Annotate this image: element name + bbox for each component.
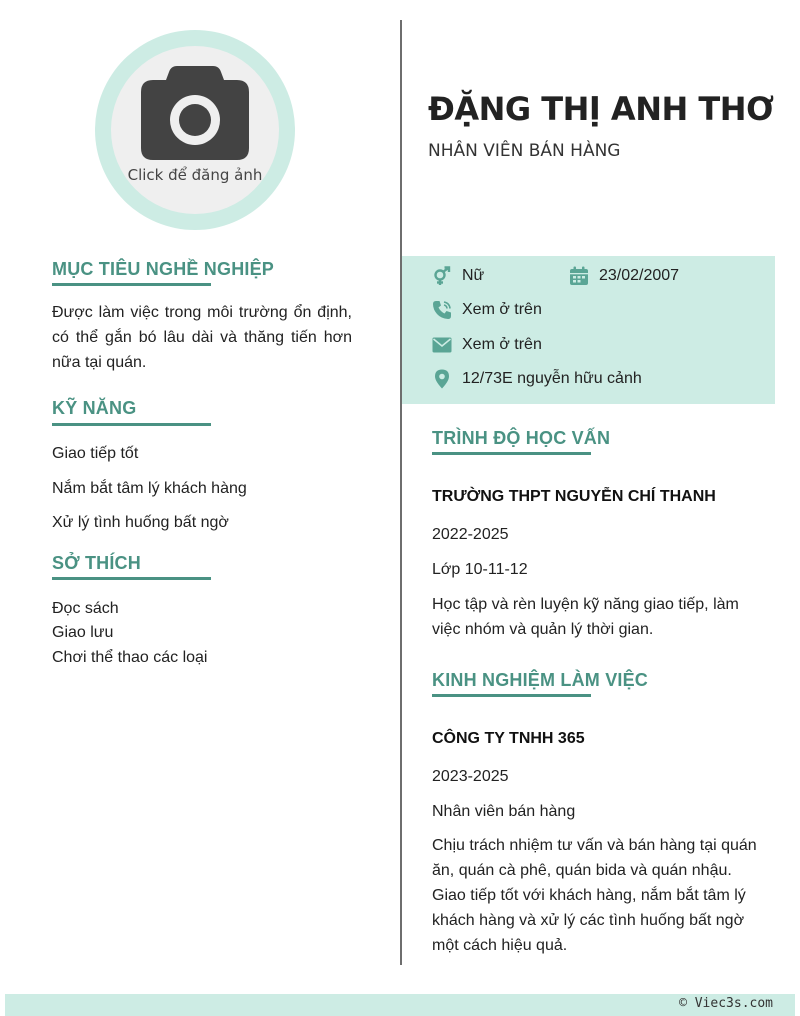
footer-bar — [5, 994, 795, 1016]
hobby-item: Đọc sách — [52, 600, 119, 617]
experience-role: Nhân viên bán hàng — [432, 803, 576, 820]
contact-address — [432, 369, 642, 389]
experience-title: KINH NGHIỆM LÀM VIỆC — [432, 670, 649, 690]
company-name: CÔNG TY TNHH 365 — [432, 730, 585, 747]
calendar-icon — [569, 266, 589, 286]
skills-title: KỸ NĂNG — [52, 398, 137, 418]
education-underline — [432, 452, 591, 455]
email-icon — [432, 335, 452, 355]
school-name: TRƯỜNG THPT NGUYỄN CHÍ THANH — [432, 488, 716, 505]
column-divider — [400, 20, 402, 965]
email-value[interactable]: Xem ở trên — [462, 336, 542, 353]
skill-item: Giao tiếp tốt — [52, 445, 139, 462]
skills-underline — [52, 423, 211, 426]
candidate-name: ĐẶNG THỊ ANH THƠ — [428, 90, 774, 128]
location-icon — [432, 369, 452, 389]
skill-item: Nắm bắt tâm lý khách hàng — [52, 480, 247, 497]
experience-description: Chịu trách nhiệm tư vấn và bán hàng tại quán ăn, quán cà phê, quán bida và quán nhậu. Giao tiếp tốt với khách hàng, nắm bắt tâm lý khách hàng và xử lý các tình huống bất ngờ một cách hiệu quả. — [432, 837, 757, 954]
contact-gender — [432, 266, 484, 286]
contact-email — [432, 335, 542, 355]
experience-underline — [432, 694, 591, 697]
hobbies-title: SỞ THÍCH — [52, 553, 141, 573]
camera-icon — [141, 66, 249, 160]
education-title: TRÌNH ĐỘ HỌC VẤN — [432, 428, 611, 448]
education-description: Học tập và rèn luyện kỹ năng giao tiếp, làm việc nhóm và quản lý thời gian. — [432, 596, 739, 638]
education-class: Lớp 10-11-12 — [432, 561, 528, 578]
gender-icon — [432, 266, 452, 286]
career-objective-underline — [52, 283, 211, 286]
gender-value: Nữ — [462, 267, 485, 284]
phone-icon — [432, 300, 452, 320]
skill-item: Xử lý tình huống bất ngờ — [52, 514, 229, 531]
career-objective-title: MỤC TIÊU NGHỀ NGHIỆP — [52, 259, 275, 279]
birthday-value: 23/02/2007 — [599, 267, 680, 284]
experience-period: 2023-2025 — [432, 768, 509, 785]
address-value: 12/73E nguyễn hữu cảnh — [462, 370, 642, 387]
contact-phone — [432, 300, 542, 320]
career-objective-text: Được làm việc trong môi trường ổn định, có thể gắn bó lâu dài và thăng tiến hơn nữa tại quán. — [52, 304, 352, 371]
education-period: 2022-2025 — [432, 526, 509, 543]
hobbies-underline — [52, 577, 211, 580]
avatar-caption: Click để đăng ảnh — [127, 166, 263, 184]
hobby-item: Chơi thể thao các loại — [52, 649, 208, 666]
footer-copyright[interactable]: © Viec3s.com — [679, 996, 773, 1011]
hobby-item: Giao lưu — [52, 624, 114, 641]
contact-birthday — [569, 266, 679, 286]
candidate-position: NHÂN VIÊN BÁN HÀNG — [428, 141, 621, 161]
phone-value[interactable]: Xem ở trên — [462, 301, 542, 318]
